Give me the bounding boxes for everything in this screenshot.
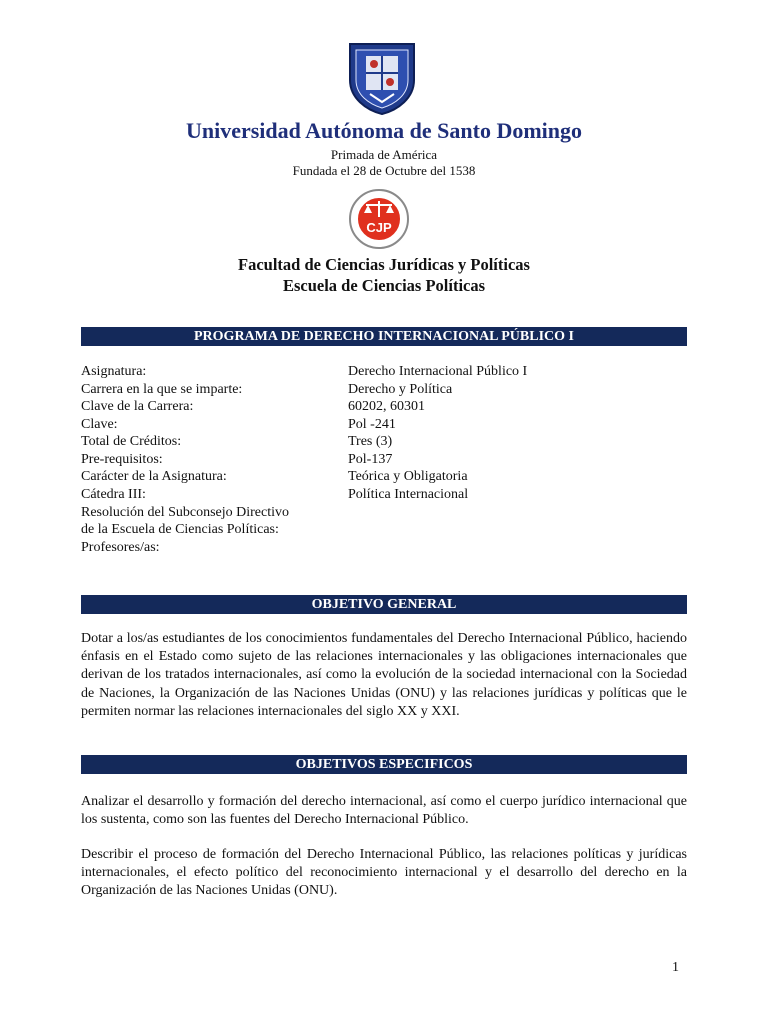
info-value: Derecho Internacional Público I xyxy=(348,364,528,379)
info-value: Derecho y Política xyxy=(348,382,453,397)
faculty-name: Facultad de Ciencias Jurídicas y Políticas xyxy=(238,255,530,274)
program-title-banner: PROGRAMA DE DERECHO INTERNACIONAL PÚBLICO I xyxy=(81,327,687,346)
objetivo-especifico-item: Describir el proceso de formación del Derecho Internacional Público, las relaciones políticas y jurídicas internacionales, el efecto político del reconocimiento internacional y el desarrollo del derecho en la Organización de las Naciones Unidas (ONU). xyxy=(81,847,687,899)
info-label: Resolución del Subconsejo Directivo xyxy=(81,505,290,520)
info-value: Tres (3) xyxy=(348,434,393,449)
info-label: Total de Créditos: xyxy=(81,434,182,449)
info-value: Teórica y Obligatoria xyxy=(348,469,468,484)
info-label: Clave: xyxy=(81,417,118,432)
page-number: 1 xyxy=(672,960,679,975)
objetivos-especificos-banner: OBJETIVOS ESPECIFICOS xyxy=(81,755,687,774)
cjp-logo-icon xyxy=(348,187,410,251)
info-value: Pol-137 xyxy=(348,452,393,467)
info-value: Pol -241 xyxy=(348,417,396,432)
info-label: Pre-requisitos: xyxy=(81,452,163,467)
university-name: Universidad Autónoma de Santo Domingo xyxy=(185,118,583,143)
info-label: de la Escuela de Ciencias Políticas: xyxy=(81,522,279,537)
info-label: Cátedra III: xyxy=(81,487,146,502)
info-label: Profesores/as: xyxy=(81,540,160,555)
university-subtitle-primada: Primada de América xyxy=(330,147,438,162)
info-value: Política Internacional xyxy=(348,487,469,502)
info-label: Carácter de la Asignatura: xyxy=(81,469,227,484)
info-label: Clave de la Carrera: xyxy=(81,399,194,414)
info-label: Asignatura: xyxy=(81,364,147,379)
school-name: Escuela de Ciencias Políticas xyxy=(282,276,486,295)
objetivo-especifico-item: Analizar el desarrollo y formación del derecho internacional, así como el cuerpo jurídico internacional que los sustenta, como son las fuentes del Derecho Internacional Público. xyxy=(81,794,687,828)
university-subtitle-founded: Fundada el 28 de Octubre del 1538 xyxy=(292,163,476,178)
objetivo-general-text: Dotar a los/as estudiantes de los conocimientos fundamentales del Derecho Internacional Público, haciendo énfasis en el Estado como sujeto de las relaciones internacionales y las obligaciones internacionales que derivan de los tratados internacionales, así como la evolución de la sociedad internacional con la Sociedad de Naciones, la Organización de las Naciones Unidas (ONU) y las relaciones jurídicas y políticas que le permiten normar las relaciones internacionales del siglo XX y XXI. xyxy=(81,631,687,719)
info-label: Carrera en la que se imparte: xyxy=(81,382,243,397)
cjp-logo-text: CJP xyxy=(366,220,392,235)
info-value: 60202, 60301 xyxy=(348,399,425,414)
objetivo-general-banner: OBJETIVO GENERAL xyxy=(81,595,687,614)
uasd-seal-icon xyxy=(346,40,418,116)
